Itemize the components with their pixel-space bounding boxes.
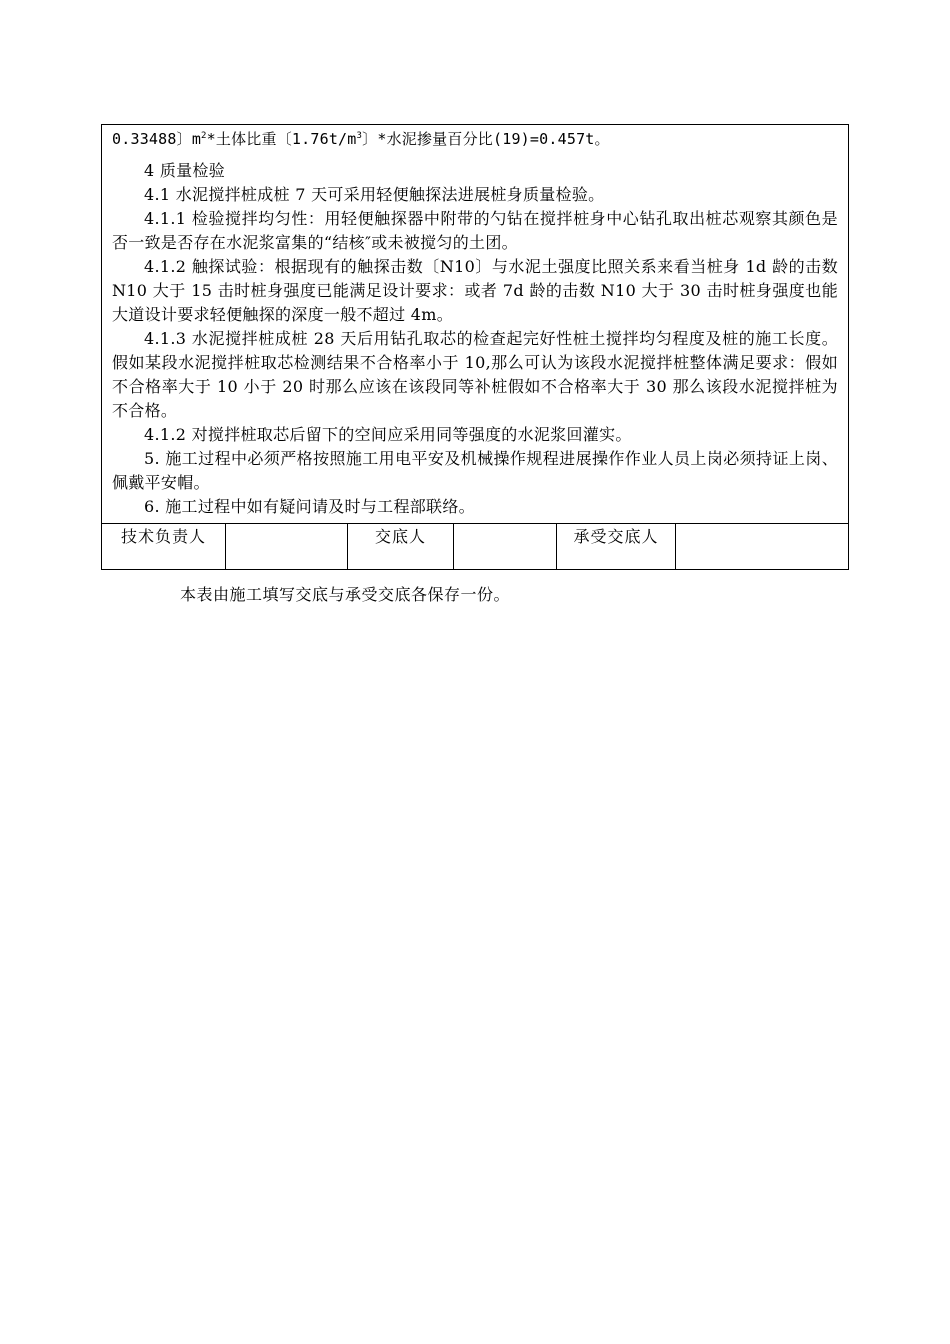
- tech-lead-signature-field[interactable]: [226, 524, 348, 569]
- paragraph-6: 6. 施工过程中如有疑问请及时与工程部联络。: [144, 497, 475, 516]
- paragraph-4-1-1: 4.1.1 检验搅拌均匀性：用轻便触探器中附带的勺钻在搅拌桩身中心钻孔取出桩芯观察其颜色是否一致是否存在水泥浆富集的“结核″或未被搅匀的土团。: [112, 209, 838, 252]
- calc-text-2: *土体比重〔1.76t/m: [206, 130, 357, 148]
- calc-sup-1: 2: [201, 131, 207, 141]
- briefer-label: 交底人: [348, 524, 454, 569]
- paragraph-5: 5. 施工过程中必须严格按照施工用电平安及机械操作规程进展操作作业人员上岗必须持证上岗、佩戴平安帽。: [112, 449, 838, 492]
- content-cell: [102, 125, 848, 523]
- calc-text-1: 0.33488〕m: [112, 130, 202, 148]
- briefer-signature-field[interactable]: [454, 524, 557, 569]
- paragraph-4-1-2b: 4.1.2 对搅拌桩取芯后留下的空间应采用同等强度的水泥浆回灌实。: [144, 425, 632, 444]
- calculation-line: [112, 127, 838, 151]
- footer-note: 本表由施工填写交底与承受交底各保存一份。: [180, 585, 511, 604]
- signature-row: [102, 523, 848, 569]
- calc-sup-2: 3: [356, 131, 363, 141]
- receiver-label: 承受交底人: [557, 524, 676, 569]
- briefing-table: [101, 124, 849, 570]
- paragraph-4-1: 4.1 水泥搅拌桩成桩 7 天可采用轻便触探法进展桩身质量检验。: [144, 185, 605, 204]
- receiver-signature-field[interactable]: [676, 524, 848, 569]
- section-heading-quality: 4 质量检验: [144, 161, 226, 180]
- paragraph-4-1-2: 4.1.2 触探试验：根据现有的触探击数〔N10〕与水泥土强度比照关系来看当桩身 1d 龄的击数 N10 大于 15 击时桩身强度已能满足设计要求：或者 7d 龄的击数 N10 大于 30 击时桩身强度也能大道设计要求轻便触探的深度一般不超过 4m。: [112, 257, 838, 324]
- paragraph-4-1-3: 4.1.3 水泥搅拌桩成桩 28 天后用钻孔取芯的检查起完好性桩土搅拌均匀程度及桩的施工长度。假如某段水泥搅拌桩取芯检测结果不合格率小于 10,那么可认为该段水泥搅拌桩整体满足要求：假如不合格率大于 10 小于 20 时那么应该在该段同等补桩假如不合格率大于 30 那么该段水泥搅拌桩为不合格。: [112, 329, 838, 420]
- tech-lead-label: 技术负责人: [102, 524, 226, 569]
- calc-text-3: 〕*水泥掺量百分比(19)=0.457t。: [362, 130, 610, 148]
